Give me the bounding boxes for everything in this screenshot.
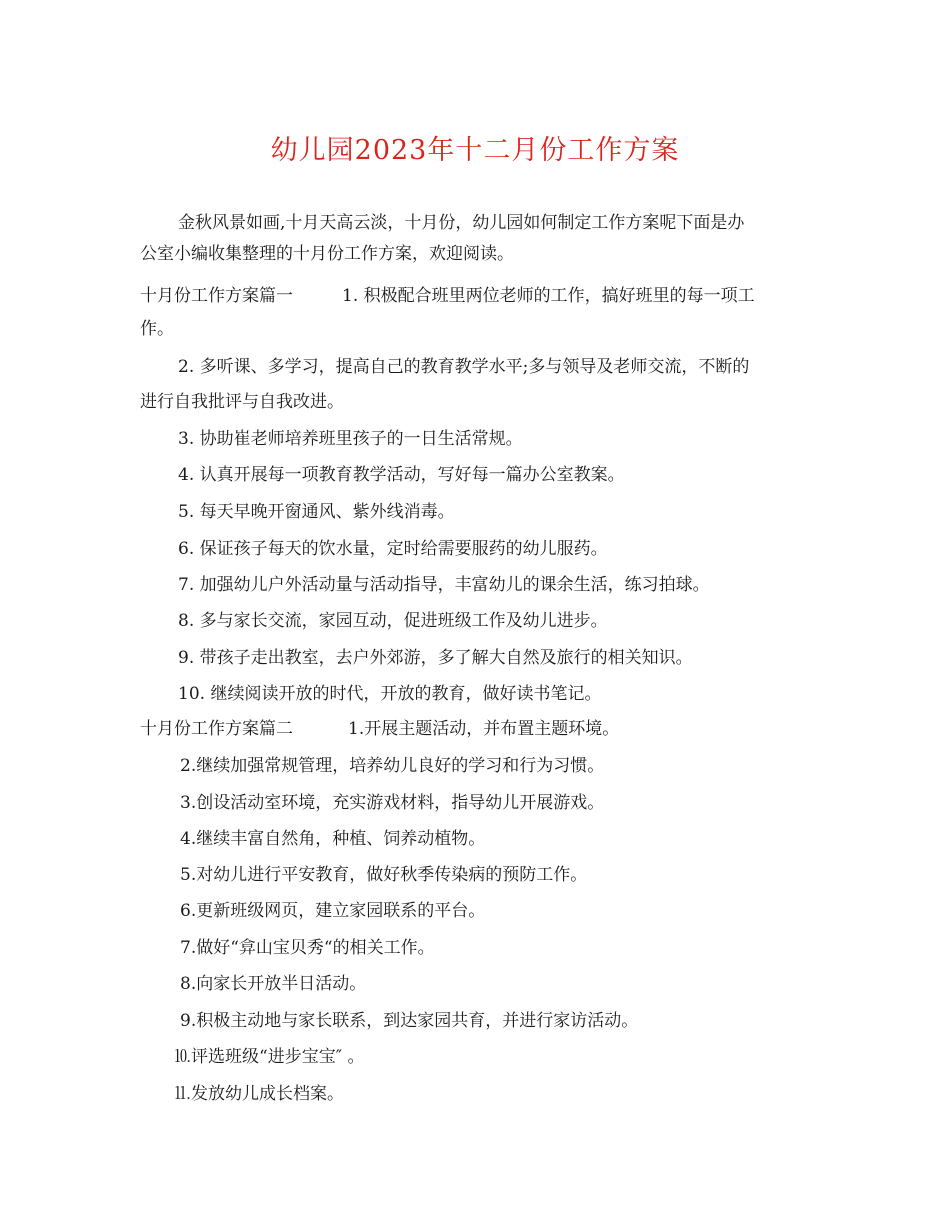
section1-item: 3. 协助崔老师培养班里孩子的一日生活常规。 — [178, 429, 523, 449]
section2-item: 6.更新班级网页，建立家园联系的平台。 — [180, 901, 486, 921]
section1-heading: 十月份工作方案篇一 — [140, 286, 293, 306]
section2-item: 9.积极主动地与家长联系，到达家园共育，并进行家访活动。 — [180, 1011, 639, 1031]
section1-item: 5. 每天早晚开窗通风、紫外线消毒。 — [178, 502, 455, 522]
section2-item: 7.做好“弇山宝贝秀“的相关工作。 — [180, 938, 435, 958]
document-title: 幼儿园2023年十二月份工作方案 — [270, 135, 680, 166]
section2-item: 3.创设活动室环境，充实游戏材料，指导幼儿开展游戏。 — [180, 793, 605, 813]
intro-line-1: 金秋风景如画,十月天高云淡，十月份，幼儿园如何制定工作方案呢下面是办 — [178, 213, 745, 233]
section1-item: 9. 带孩子走出教室，去户外郊游，多了解大自然及旅行的相关知识。 — [178, 648, 693, 668]
section2-heading: 十月份工作方案篇二 — [140, 719, 293, 739]
intro-line-2: 公室小编收集整理的十月份工作方案，欢迎阅读。 — [140, 244, 514, 264]
section1-item: 7. 加强幼儿户外活动量与活动指导，丰富幼儿的课余生活，练习拍球。 — [178, 575, 710, 595]
section2-item-1: 1.开展主题活动，并布置主题环境。 — [348, 719, 620, 739]
section1-item: 6. 保证孩子每天的饮水量，定时给需要服药的幼儿服药。 — [178, 539, 608, 559]
section1-item-1-cont: 作。 — [140, 319, 174, 339]
section2-item: ⒒发放幼儿成长档案。 — [174, 1084, 344, 1104]
section2-item: 2.继续加强常规管理，培养幼儿良好的学习和行为习惯。 — [180, 756, 605, 776]
section2-item: 5.对幼儿进行平安教育，做好秋季传染病的预防工作。 — [180, 865, 588, 885]
section1-item: 8. 多与家长交流，家园互动，促进班级工作及幼儿进步。 — [178, 611, 608, 631]
section2-item: 4.继续丰富自然角，种植、饲养动植物。 — [180, 829, 486, 849]
section1-item: 10. 继续阅读开放的时代，开放的教育，做好读书笔记。 — [178, 684, 602, 704]
section1-item: 4. 认真开展每一项教育教学活动，写好每一篇办公室教案。 — [178, 465, 625, 485]
section1-item-1: 1. 积极配合班里两位老师的工作，搞好班里的每一项工 — [342, 286, 755, 306]
section1-item-2-line1: 2. 多听课、多学习，提高自己的教育教学水平;多与领导及老师交流，不断的 — [178, 357, 750, 377]
section1-item-2-line2: 进行自我批评与自我改进。 — [140, 392, 344, 412]
section2-item: ⒑评选班级“进步宝宝″ 。 — [174, 1047, 365, 1067]
section2-item: 8.向家长开放半日活动。 — [180, 974, 367, 994]
